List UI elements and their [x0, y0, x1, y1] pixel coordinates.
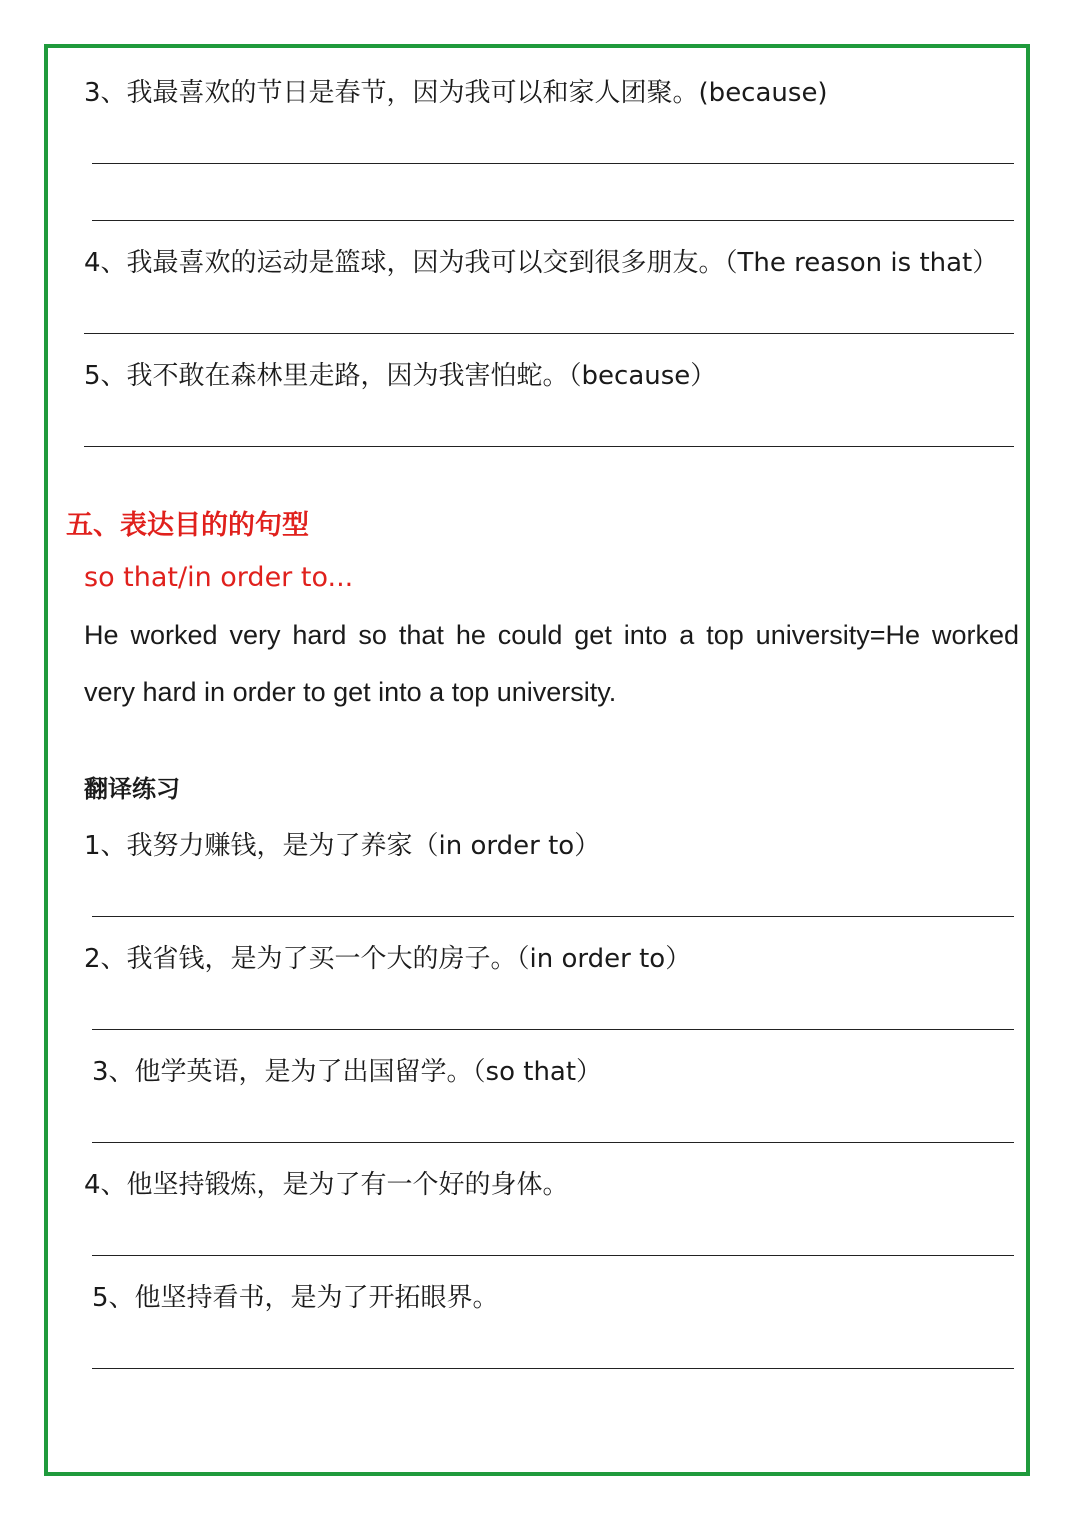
question-3-because: 3、我最喜欢的节日是春节，因为我可以和家人团聚。(because) — [84, 78, 828, 108]
question-5-because: 5、我不敢在森林里走路，因为我害怕蛇。（because） — [84, 361, 717, 391]
answer-line — [92, 916, 1014, 917]
answer-line — [92, 1368, 1014, 1369]
answer-line — [92, 1142, 1014, 1143]
answer-line — [92, 1255, 1014, 1256]
question-4-reason: 4、我最喜欢的运动是篮球，因为我可以交到很多朋友。（The reason is that） — [84, 248, 999, 278]
answer-line — [92, 163, 1014, 164]
answer-line — [84, 333, 1014, 334]
practice-item-5: 5、他坚持看书，是为了开拓眼界。 — [92, 1283, 499, 1313]
section-title: 五、表达目的的句型 — [66, 510, 309, 541]
practice-item-2: 2、我省钱，是为了买一个大的房子。（in order to） — [84, 944, 692, 974]
answer-line — [92, 1029, 1014, 1030]
answer-line — [92, 220, 1014, 221]
answer-line — [84, 446, 1014, 447]
sentence-pattern: so that/in order to... — [84, 562, 354, 593]
practice-item-4: 4、他坚持锻炼，是为了有一个好的身体。 — [84, 1170, 569, 1200]
example-sentence: He worked very hard so that he could get into a top university=He worked very hard in order to get into a top university. — [84, 620, 1019, 707]
practice-title: 翻译练习 — [84, 775, 180, 803]
practice-item-1: 1、我努力赚钱，是为了养家（in order to） — [84, 831, 601, 861]
practice-item-3: 3、他学英语，是为了出国留学。（so that） — [92, 1057, 603, 1087]
